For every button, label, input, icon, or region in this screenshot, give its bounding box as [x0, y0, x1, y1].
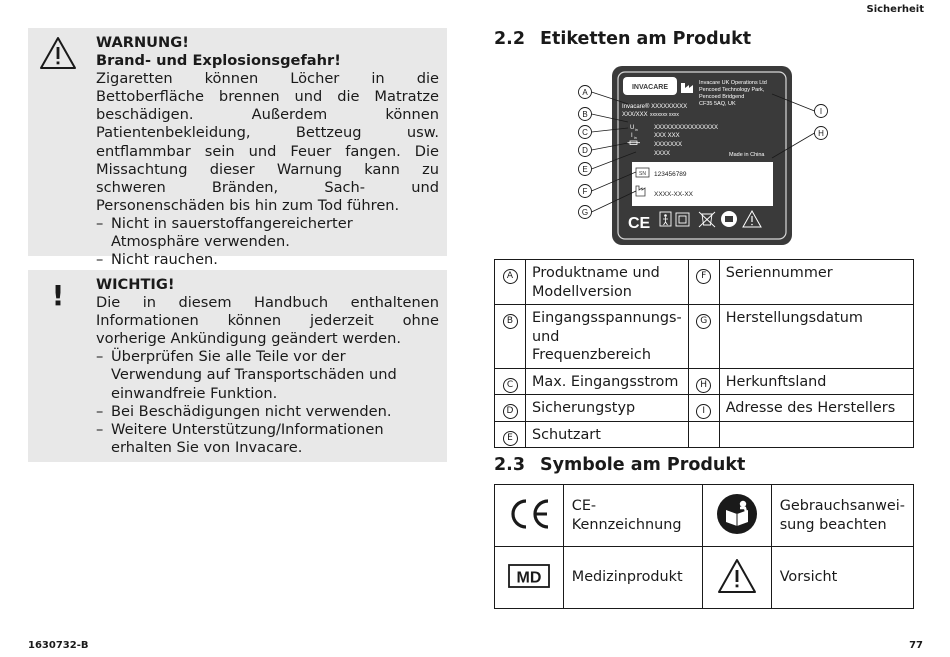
manufacture-date: XXXX-XX-XX: [654, 191, 694, 198]
callout-letter: F: [696, 269, 711, 284]
callout-letter: B: [582, 110, 588, 119]
table-row: [495, 305, 914, 369]
manufacturer-line: Pencoed Technology Park,: [699, 87, 765, 93]
important-bullet: [96, 421, 439, 457]
section-number: 2.3: [494, 455, 526, 475]
page-number: 77: [909, 640, 923, 651]
warning-title: WARNUNG!: [96, 34, 189, 51]
label-description: Sicherungstyp: [526, 395, 689, 422]
important-bullet: [96, 348, 439, 402]
label-description: Eingangsspannungs- und Frequenzbereich: [526, 305, 689, 369]
label-description: Produktname und Modellversion: [526, 260, 689, 305]
read-manual-icon: [721, 211, 737, 227]
important-text: Die in diesem Handbuch enthaltenen Informationen können jederzeit ohne vorherige Ankündigung geändert werden.: [96, 294, 439, 348]
model-line: XXX/XXX: [622, 112, 648, 118]
label-description: Seriennummer: [719, 260, 913, 305]
label-letter-cell: [495, 421, 526, 448]
symbol-cell: [495, 485, 564, 547]
callout-letter: A: [503, 269, 518, 284]
important-notice: [28, 270, 447, 462]
model-line: Invacare® XXXXXXXXX: [622, 104, 688, 110]
serial-number: 123456789: [654, 171, 687, 178]
table-row: [495, 485, 914, 547]
warning-notice: [28, 28, 447, 269]
symbol-cell: [703, 547, 772, 609]
exclamation-icon: !: [51, 279, 65, 312]
read-manual-icon: [716, 493, 758, 535]
bullet-dash: –: [96, 420, 104, 438]
md-icon-text: MD: [516, 569, 542, 586]
callout-letter: H: [696, 378, 711, 393]
label-description: Herstellungsdatum: [719, 305, 913, 369]
product-label-diagram: [574, 64, 834, 248]
important-title: WICHTIG!: [96, 276, 175, 293]
label-letter-cell: [495, 305, 526, 369]
callout-letter: E: [503, 431, 518, 446]
callout-letter: D: [503, 404, 518, 419]
callout-letter: C: [582, 128, 588, 137]
callout-letter: I: [696, 404, 711, 419]
label-letter-cell: [495, 260, 526, 305]
running-header: Sicherheit: [866, 4, 924, 15]
callout-letter: G: [581, 208, 589, 217]
warning-bullet: [96, 251, 439, 269]
symbol-description: Gebrauchsanwei-sung beachten: [771, 485, 913, 547]
callout-letter: F: [582, 187, 588, 196]
voltage-value: XXXXXXXXXXXXXXXX: [654, 125, 719, 131]
document-number: 1630732-B: [28, 640, 89, 651]
manufacturer-line: Invacare UK Operations Ltd: [699, 80, 767, 86]
callout-letter: H: [818, 129, 824, 138]
label-letter-cell: [688, 368, 719, 395]
voltage-symbol: U: [630, 125, 635, 131]
table-row: [495, 421, 914, 448]
ip-value: XXXX: [654, 151, 671, 157]
callout-letter: I: [819, 107, 823, 116]
caution-triangle-icon: [716, 557, 758, 595]
symbol-description: CE-Kennzeichnung: [563, 485, 702, 547]
bullet-dash: –: [96, 251, 104, 269]
important-bullet-text: Bei Beschädigungen nicht verwenden.: [111, 402, 392, 420]
table-row: [495, 260, 914, 305]
origin-text: Made in China: [729, 152, 765, 158]
label-legend-table: [494, 259, 914, 448]
bullet-dash: –: [96, 348, 104, 366]
label-letter-cell: [688, 305, 719, 369]
section-heading-labels: [494, 29, 751, 49]
ce-mark-icon: CE: [628, 215, 651, 232]
current-symbol: I: [631, 133, 633, 139]
label-description: Max. Eingangsstrom: [526, 368, 689, 395]
callout-letter: G: [696, 314, 711, 329]
symbol-cell: [703, 485, 772, 547]
label-letter-cell: [688, 421, 719, 448]
sn-tag-text: SN: [639, 171, 646, 177]
section-title: Symbole am Produkt: [540, 455, 746, 475]
current-value: XXX XXX: [654, 133, 680, 139]
fuse-value: XXXXXXX: [654, 142, 683, 148]
label-letter-cell: [495, 395, 526, 422]
table-row: [495, 368, 914, 395]
bullet-dash: –: [96, 214, 104, 232]
callout-letter: A: [582, 88, 588, 97]
serial-box: [632, 162, 773, 206]
callout-letter: B: [503, 314, 518, 329]
voltage-subscript: in: [635, 128, 638, 132]
important-bullet-text: Weitere Unterstützung/Informationen erhalten Sie von Invacare.: [111, 420, 384, 456]
symbol-cell: [495, 547, 564, 609]
symbol-description: Vorsicht: [771, 547, 913, 609]
ce-mark-icon: [506, 496, 552, 532]
label-description: [719, 421, 913, 448]
warning-bullet: [96, 215, 439, 251]
warning-bullet-text: Nicht in sauerstoffangereicherter Atmosphäre verwenden.: [111, 214, 353, 251]
table-row: [495, 547, 914, 609]
warning-bullet-text: Nicht rauchen.: [111, 251, 218, 269]
warning-subtitle: Brand- und Explosionsgefahr!: [96, 52, 341, 70]
important-bullet-text: Überprüfen Sie alle Teile vor der Verwendung auf Transportschäden und einwandfreie Funktion.: [111, 348, 397, 402]
md-icon: [507, 562, 551, 590]
label-description: Schutzart: [526, 421, 689, 448]
current-subscript: in: [634, 136, 637, 140]
section-number: 2.2: [494, 29, 526, 49]
warning-triangle-icon: [38, 34, 78, 74]
label-letter-cell: [688, 260, 719, 305]
label-description: Herkunftsland: [719, 368, 913, 395]
label-description: Adresse des Herstellers: [719, 395, 913, 422]
symbol-legend-table: [494, 484, 914, 609]
manufacturer-line: Pencoed Bridgend: [699, 94, 745, 100]
section-title: Etiketten am Produkt: [540, 29, 752, 49]
important-bullet: [96, 403, 439, 421]
bullet-dash: –: [96, 402, 104, 420]
warning-text: Zigaretten können Löcher in die Bettoberfläche brennen und die Matratze beschädigen. Außerdem können Patientenbekleidung, Bettzeug usw. entflammbar sein und Feuer fangen. Die Missachtung dieser Warnung kann zu schweren Bränden, Sach- und Personenschäden bis hin zum Tod führen.: [96, 70, 439, 214]
section-heading-symbols: [494, 455, 745, 475]
symbol-description: Medizinprodukt: [563, 547, 702, 609]
label-letter-cell: [688, 395, 719, 422]
callout-letter: C: [503, 378, 518, 393]
manufacturer-line: CF35 5AQ, UK: [699, 101, 736, 107]
table-row: [495, 395, 914, 422]
brand-logo-text: INVACARE: [631, 84, 669, 91]
model-line-small: xxxxxxx xxxx: [650, 112, 679, 118]
callout-letter: E: [582, 165, 588, 174]
label-letter-cell: [495, 368, 526, 395]
callout-letter: D: [582, 146, 588, 155]
